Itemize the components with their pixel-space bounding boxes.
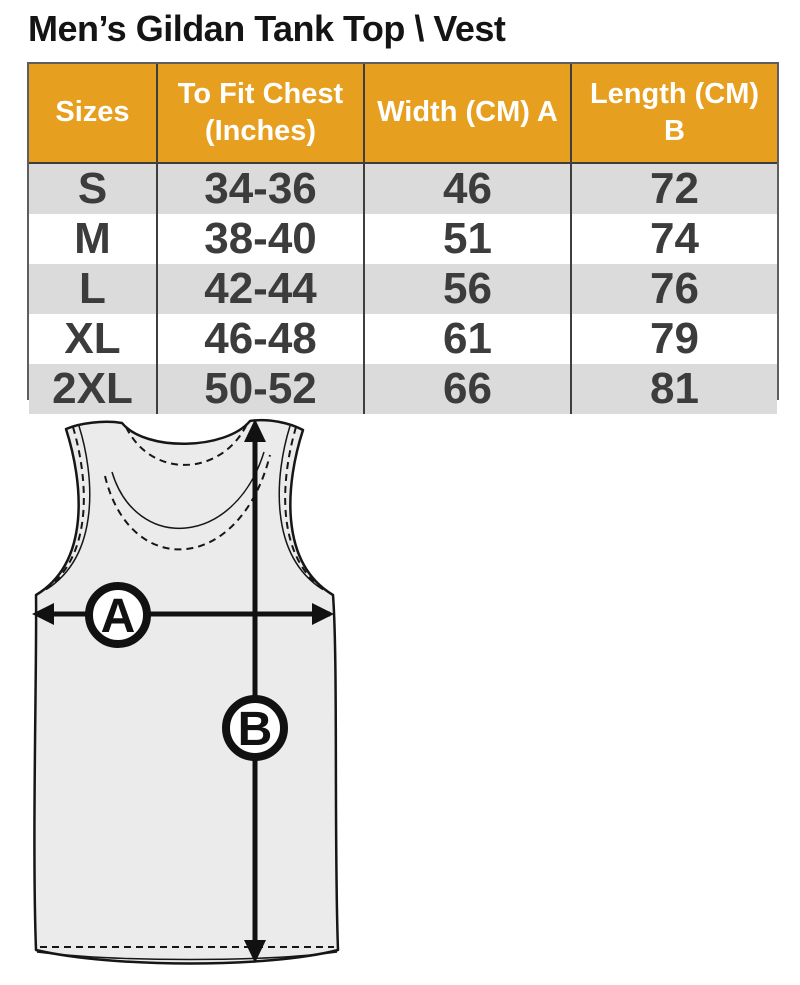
table-row-s <box>29 164 777 214</box>
cell-chest: 34-36 <box>156 164 363 214</box>
header-width-cm: Width (CM) A <box>363 64 570 162</box>
cell-length: 72 <box>570 164 777 214</box>
cell-chest: 46-48 <box>156 314 363 364</box>
header-length-cm: Length (CM) B <box>570 64 777 162</box>
cell-size: S <box>77 164 108 213</box>
table-row-m <box>29 214 777 264</box>
header-sizes: Sizes <box>55 96 130 129</box>
cell-width: 51 <box>363 214 570 264</box>
cell-width: 61 <box>363 314 570 364</box>
cell-length: 79 <box>570 314 777 364</box>
table-row-xl <box>29 314 777 364</box>
cell-width: 56 <box>363 264 570 314</box>
cell-chest: 50-52 <box>156 364 363 414</box>
table-row-2xl <box>29 364 777 414</box>
size-chart-table <box>27 62 779 413</box>
width-label-badge <box>89 586 147 644</box>
cell-size: L <box>79 264 106 313</box>
cell-size: XL <box>64 314 121 363</box>
tank-top-diagram <box>28 412 358 982</box>
cell-size: M <box>74 214 111 263</box>
header-chest-inches: To Fit Chest (Inches) <box>156 64 363 162</box>
garment-outline <box>34 420 338 963</box>
width-label: A <box>100 590 136 643</box>
length-label: B <box>237 703 273 756</box>
table-row-l <box>29 264 777 314</box>
cell-width: 66 <box>363 364 570 414</box>
size-chart-header-row <box>29 64 777 164</box>
cell-length: 74 <box>570 214 777 264</box>
page-title: Men’s Gildan Tank Top \ Vest <box>28 8 506 49</box>
cell-size: 2XL <box>52 364 133 413</box>
cell-chest: 38-40 <box>156 214 363 264</box>
length-label-badge <box>226 699 284 757</box>
cell-width: 46 <box>363 164 570 214</box>
cell-chest: 42-44 <box>156 264 363 314</box>
cell-length: 81 <box>570 364 777 414</box>
cell-length: 76 <box>570 264 777 314</box>
